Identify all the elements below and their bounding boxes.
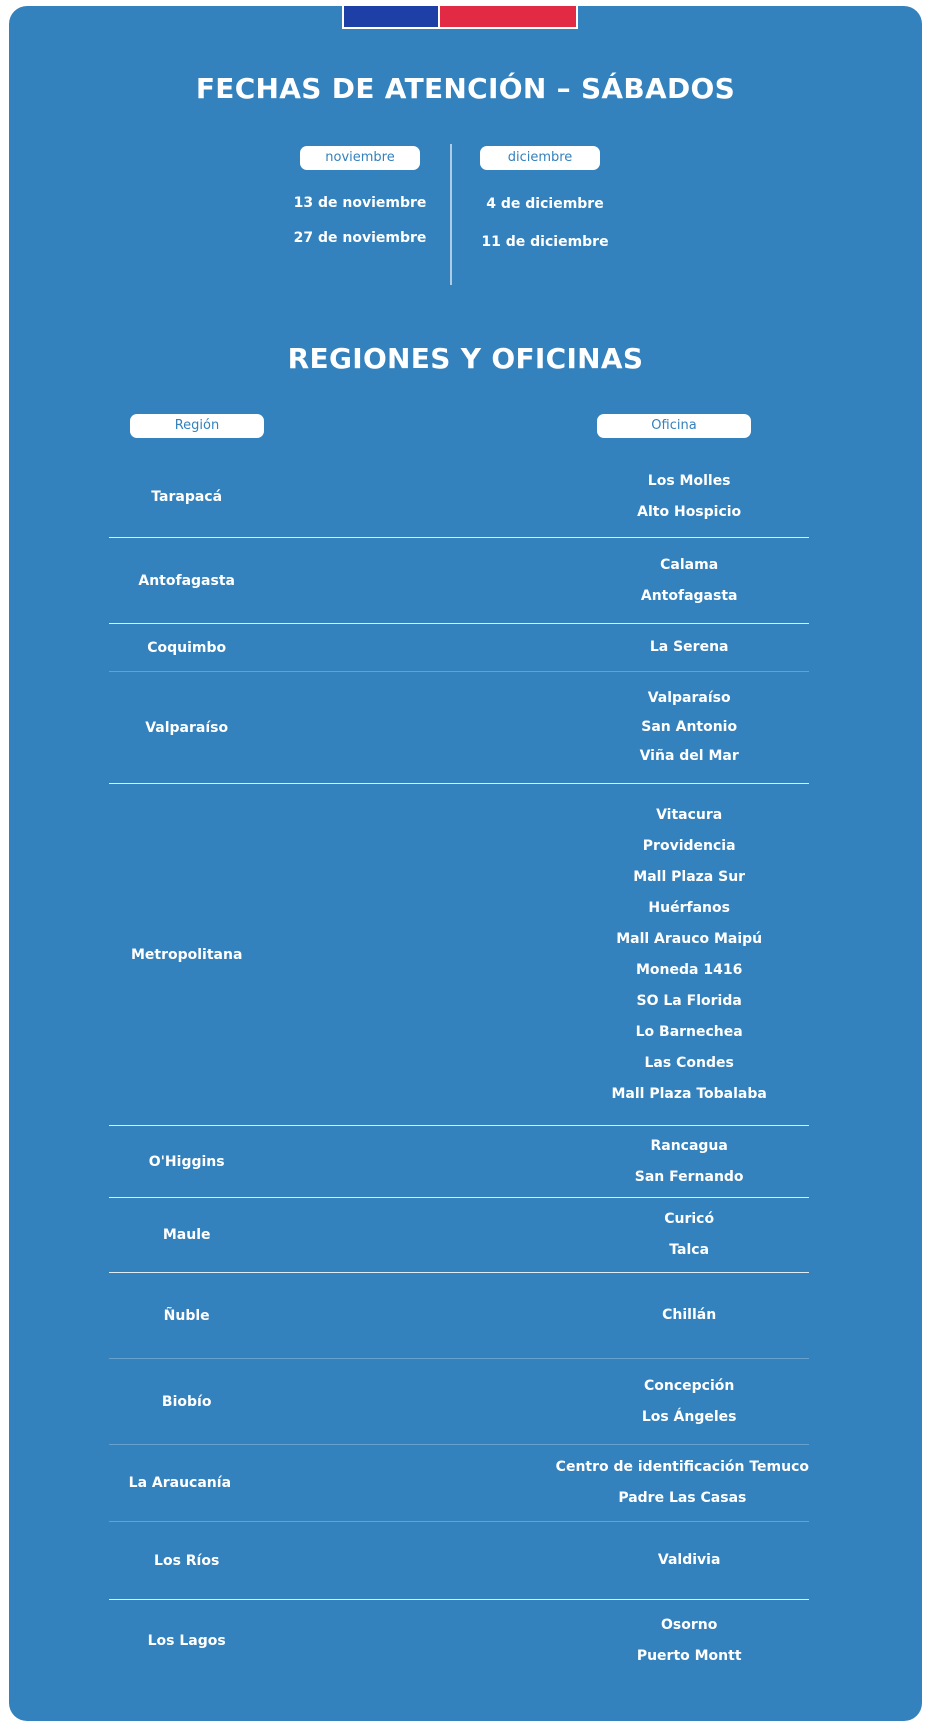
table-row [109, 456, 809, 538]
office-name: SO La Florida [636, 992, 742, 1009]
office-name: Alto Hospicio [637, 503, 742, 520]
region-name: Maule [162, 1227, 211, 1243]
office-name: Valdivia [657, 1552, 721, 1568]
office-name: San Antonio [641, 719, 738, 735]
office-name: Padre Las Casas [618, 1490, 747, 1506]
office-list [569, 466, 809, 528]
office-list [569, 1610, 809, 1672]
office-column-header: Oficina [597, 414, 751, 438]
office-name: Mall Arauco Maipú [616, 930, 763, 947]
office-name: Chillán [662, 1307, 717, 1323]
flag-red-band [440, 6, 576, 27]
office-name: Valparaíso [647, 690, 731, 706]
office-list [569, 1545, 809, 1576]
table-row [109, 672, 809, 784]
region-name: Antofagasta [138, 572, 235, 589]
region-name: Coquimbo [147, 639, 227, 656]
office-name: San Fernando [634, 1168, 744, 1185]
office-name: Puerto Montt [636, 1648, 742, 1664]
office-list [569, 1300, 809, 1331]
month-divider [450, 144, 452, 285]
table-row [109, 784, 809, 1126]
month-pill-december: diciembre [480, 146, 600, 170]
region-name: La Araucanía [128, 1475, 232, 1491]
region-column-header: Región [130, 414, 264, 438]
month-pill-november: noviembre [300, 146, 420, 170]
office-name: Vitacura [656, 806, 723, 823]
office-name: Huérfanos [648, 899, 730, 916]
region-name: Los Lagos [147, 1633, 226, 1649]
office-name: Los Ángeles [641, 1408, 737, 1425]
office-list [569, 684, 809, 771]
table-row [109, 1273, 809, 1359]
date-dec-2: 11 de diciembre [481, 234, 609, 250]
office-name: Lo Barnechea [635, 1023, 743, 1040]
office-name: Viña del Mar [639, 748, 739, 764]
date-nov-1: 13 de noviembre [293, 195, 427, 211]
office-name: Mall Plaza Tobalaba [611, 1085, 767, 1102]
region-name: Tarapacá [151, 488, 223, 505]
office-name: Los Molles [647, 472, 731, 489]
dates-title: FECHAS DE ATENCIÓN – SÁBADOS [195, 72, 736, 105]
office-name: Antofagasta [640, 587, 738, 604]
office-name: Concepción [643, 1377, 735, 1394]
table-row [109, 538, 809, 624]
office-list [569, 1131, 809, 1193]
date-nov-2: 27 de noviembre [293, 230, 427, 246]
office-name: Calama [660, 556, 719, 573]
region-name: O'Higgins [148, 1153, 225, 1170]
region-name: Valparaíso [145, 719, 229, 736]
office-name: Moneda 1416 [636, 961, 743, 978]
office-name: Rancagua [650, 1137, 728, 1154]
table-row [109, 1445, 809, 1522]
region-name: Ñuble [163, 1307, 210, 1324]
regions-title: REGIONES Y OFICINAS [287, 342, 644, 375]
region-name: Biobío [161, 1393, 212, 1410]
office-name: Providencia [642, 837, 736, 854]
table-row [109, 1600, 809, 1682]
office-name: Centro de identificación Temuco [555, 1459, 809, 1475]
office-name: Mall Plaza Sur [633, 868, 746, 885]
office-name: Las Condes [644, 1054, 734, 1071]
office-name: Curicó [664, 1211, 715, 1227]
flag-blue-band [344, 6, 440, 27]
office-list [569, 800, 809, 1110]
region-name: Metropolitana [130, 946, 243, 963]
office-name: La Serena [649, 639, 729, 655]
region-name: Los Ríos [154, 1552, 220, 1569]
table-row [109, 624, 809, 672]
office-list [569, 632, 809, 663]
table-row [109, 1359, 809, 1445]
table-row [109, 1522, 809, 1600]
table-row [109, 1126, 809, 1198]
office-name: Osorno [661, 1617, 718, 1633]
office-list [569, 1204, 809, 1266]
table-row [109, 1198, 809, 1273]
info-card [9, 6, 922, 1721]
office-list [569, 1371, 809, 1433]
office-list [569, 550, 809, 612]
chile-flag-stripe [342, 6, 578, 29]
office-list [556, 1452, 809, 1514]
office-name: Talca [669, 1242, 710, 1258]
regions-table [109, 456, 809, 1682]
date-dec-1: 4 de diciembre [486, 196, 604, 212]
